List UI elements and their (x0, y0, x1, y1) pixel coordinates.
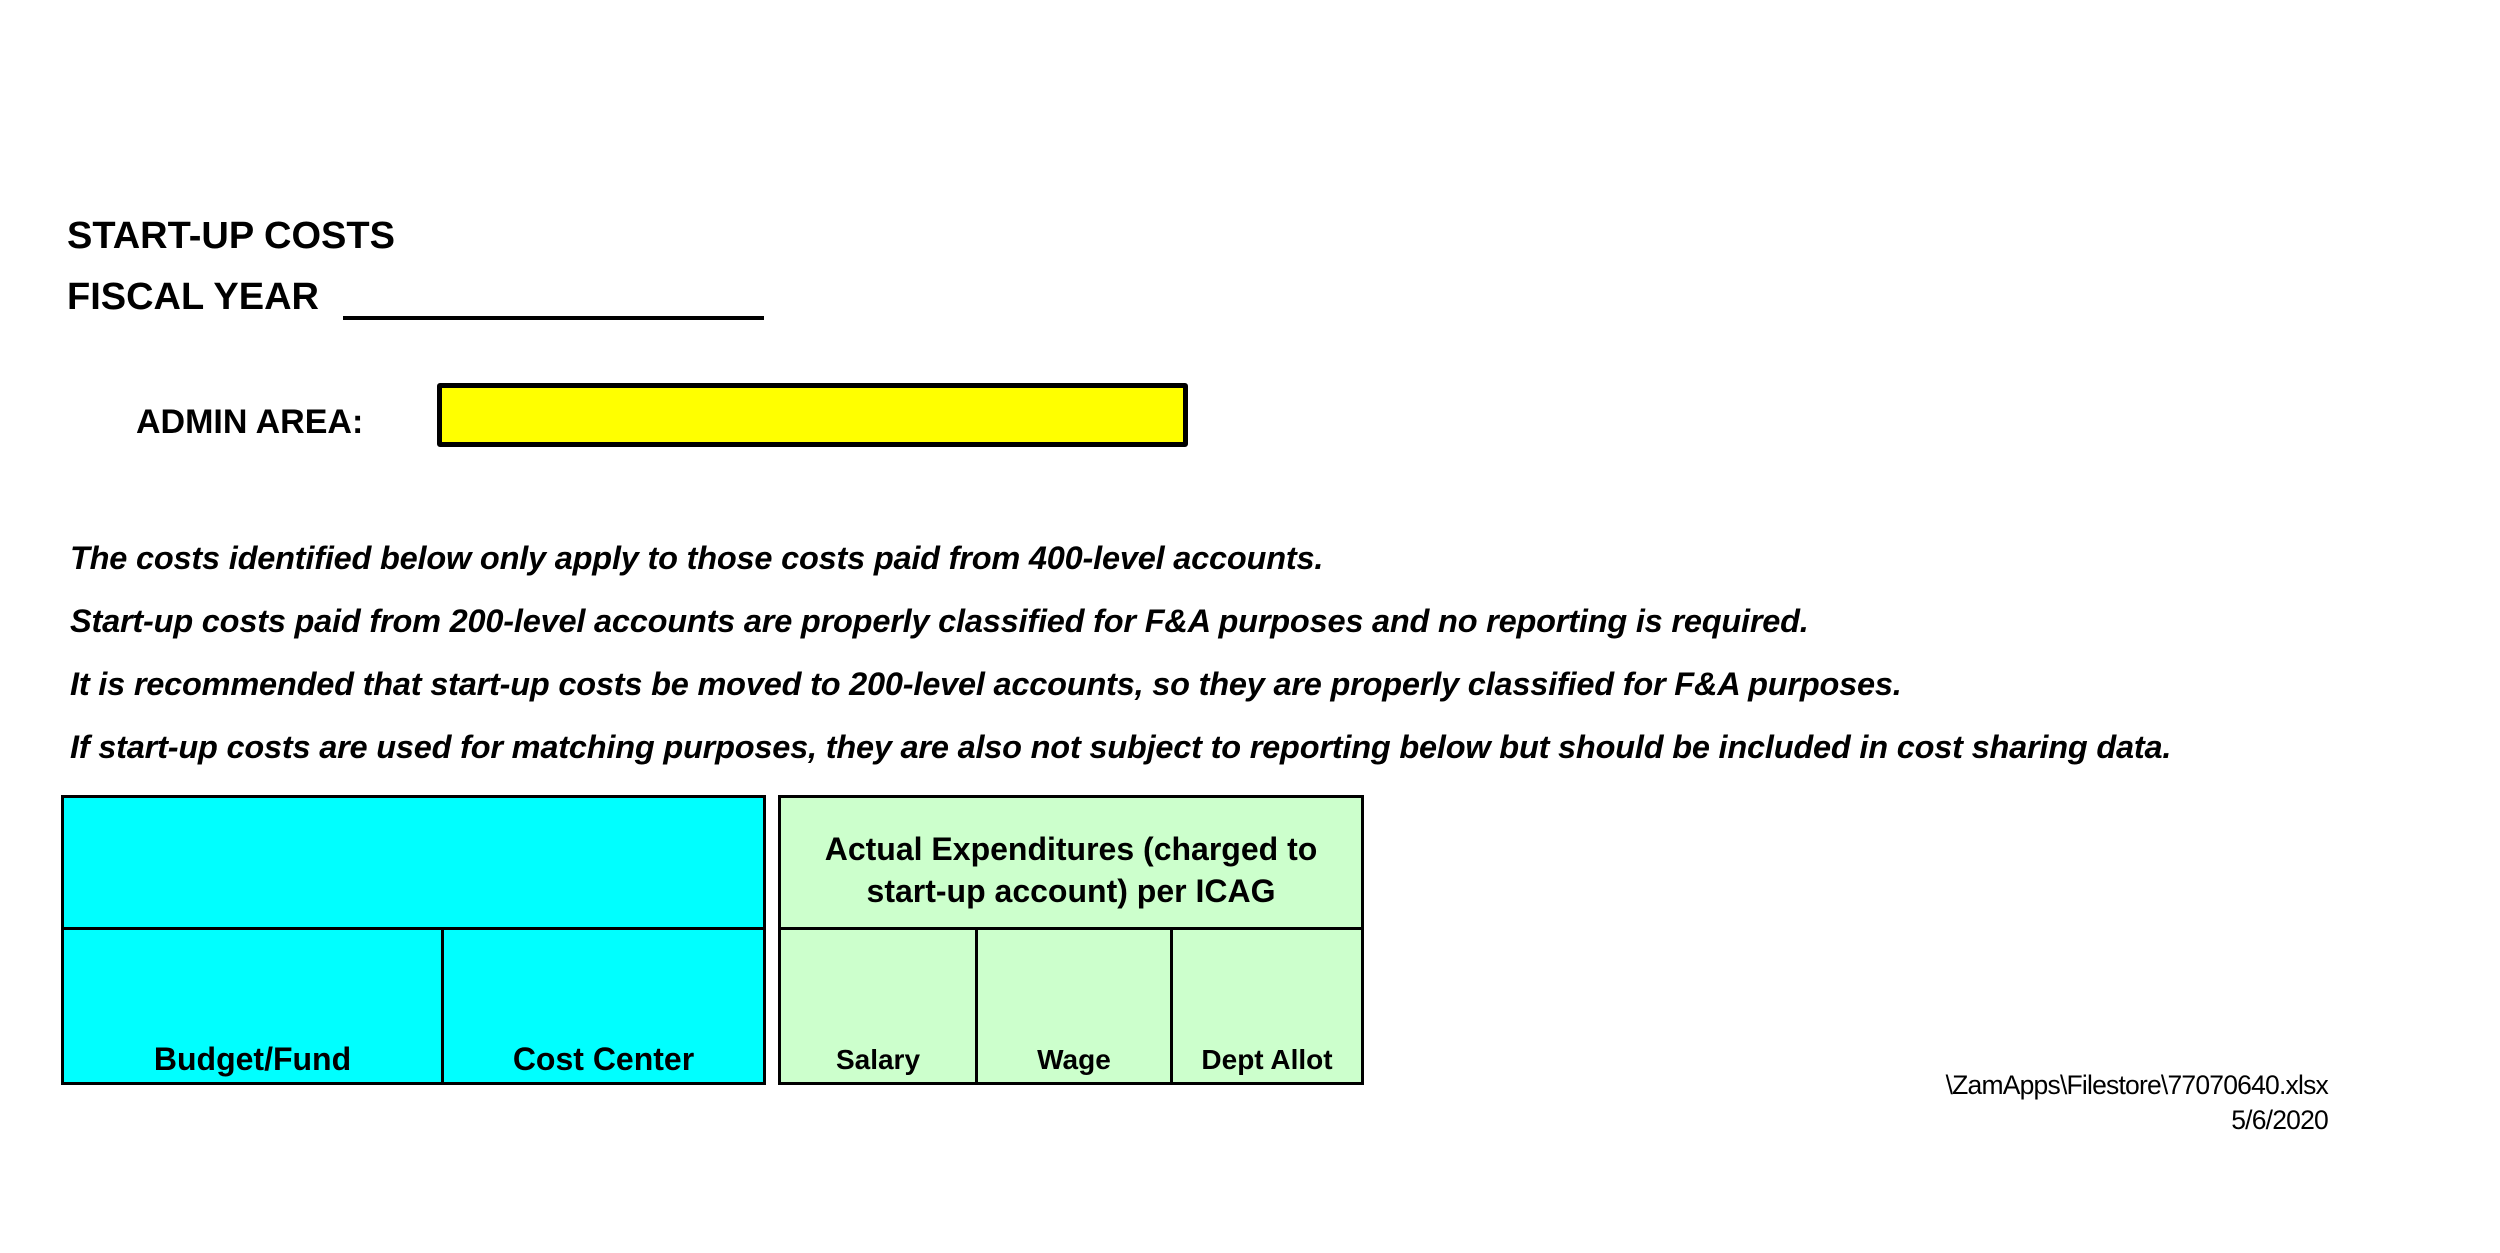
column-header-cost-center[interactable] (441, 930, 763, 1082)
account-table-column-headers (64, 930, 763, 1082)
page-footer (1946, 1068, 2328, 1138)
fiscal-year-blank-line[interactable] (343, 316, 764, 320)
column-header-wage[interactable] (975, 930, 1170, 1082)
instructions-list (70, 527, 2171, 779)
column-header-label: Cost Center (512, 1041, 695, 1077)
column-header-label: Salary (835, 1044, 921, 1075)
fiscal-year-label: FISCAL YEAR (67, 276, 319, 318)
instruction-note: The costs identified below only apply to those costs paid from 400-level accounts. (70, 540, 1324, 576)
instruction-note: Start-up costs paid from 200-level accounts are properly classified for F&A purposes and no reporting is required. (70, 603, 1809, 639)
expenditure-table (778, 795, 1364, 1085)
column-header-label: Wage (1037, 1044, 1111, 1075)
page-title: START-UP COSTS (67, 215, 395, 257)
column-header-label: Budget/Fund (153, 1041, 352, 1077)
column-header-budget-fund[interactable] (64, 930, 441, 1082)
account-table-group-header (64, 798, 763, 930)
instruction-note: It is recommended that start-up costs be moved to 200-level accounts, so they are properly classified for F&A purposes. (70, 666, 1902, 702)
admin-area-label (136, 402, 363, 442)
print-date: 5/6/2020 (2231, 1105, 2328, 1135)
admin-area-input[interactable] (437, 383, 1188, 447)
file-path: \ZamApps\Filestore\77070640.xlsx (1945, 1070, 2328, 1100)
expenditure-table-group-header (781, 798, 1361, 930)
expenditure-table-column-headers (781, 930, 1361, 1082)
instruction-note: If start-up costs are used for matching purposes, they are also not subject to reporting below but should be included in cost sharing data. (70, 729, 2172, 765)
expenditure-table-group-header-text: Actual Expenditures (charged to start-up account) per ICAG (824, 830, 1318, 909)
column-header-dept-allot[interactable] (1170, 930, 1361, 1082)
column-header-salary[interactable] (781, 930, 975, 1082)
admin-area-label-text: ADMIN AREA: (136, 403, 364, 441)
column-header-label: Dept Allot (1201, 1044, 1333, 1075)
account-table (61, 795, 766, 1085)
